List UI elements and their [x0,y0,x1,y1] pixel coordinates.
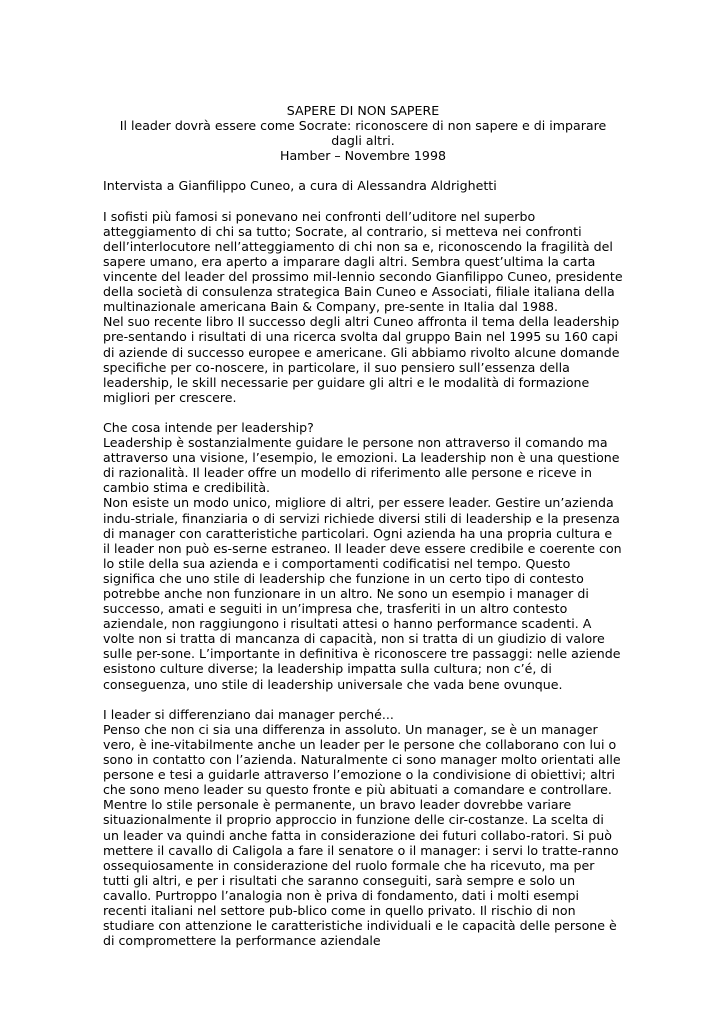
spacer [103,405,623,420]
question-heading: Che cosa intende per leadership? [103,419,314,435]
article-byline: Intervista a Gianfilippo Cuneo, a cura di Alessandra Aldrighetti [103,178,497,194]
intro-paragraph: Nel suo recente libro Il successo degli altri Cuneo affronta il tema della leadership pre-sentando i risultati di una ricerca svolta dal gruppo Bain nel 1995 su 160 capi di aziende di successo europee e americane. Gli abbiamo rivolto alcune domande specifiche per co-noscere, in particolare, il suo pensiero sull’essenza della leadership, le skill necessarie per guidare gli altri e le modalità di formazione migliori per crescere. [103,314,620,405]
question-heading: I leader si differenziano dai manager perché... [103,706,394,722]
answer-paragraph: Penso che non ci sia una differenza in assoluto. Un manager, se è un manager vero, è ine-vitabilmente anche un leader per le persone che collaborano con lui o sono in contatto con l’azienda. Naturalmente ci sono manager molto orientati alle persone e tesi a guidarle attraverso l’emozione o la condivisione di obiettivi; altri che sono meno leader su questo fronte e più abituati a comandare e controllare. Mentre lo stile personale è permanente, un bravo leader dovrebbe variare situazionalmente il proprio approccio in funzione delle cir-costanze. La scelta di un leader va quindi anche fatta in considerazione dei futuri collabo-ratori. Si può mettere il cavallo di Caligola a fare il senatore o il manager: i servi lo tratte-ranno ossequiosamente in considerazione del ruolo formale che ha ricevuto, ma per tutti gli altri, e per i risultati che saranno conseguiti, sarà sempre e solo un cavallo. Purtroppo l’analogia non è priva di fondamento, dati i molti esempi recenti italiani nel settore pub-blico come in quello privato. Il rischio di non studiare con attenzione le caratteristiche individuali e le capacità delle persone è di compromettere la performance aziendale [103,721,621,949]
spacer [103,194,623,209]
answer-paragraph: Non esiste un modo unico, migliore di altri, per essere leader. Gestire un’azienda indu-striale, finanziaria o di servizi richiede diversi stili di leadership e la presenza di manager con caratteristiche particolari. Ogni azienda ha una propria cultura e il leader non può es-serne estraneo. Il leader deve essere credibile e coerente con lo stile della sua azienda e i comportamenti codificatisi nel tempo. Questo significa che uno stile di leadership che funzione in un certo tipo di contesto potrebbe anche non funzionare in un altro. Ne sono un esempio i manager di successo, amati e seguiti in un’impresa che, trasferiti in un altro contesto aziendale, non raggiungono i risultati attesi o hanno performance scadenti. A volte non si tratta di mancanza di capacità, non si tratta di un giudizio di valore sulle per-sone. L’importante in definitiva è riconoscere tre passaggi: nelle aziende esistono culture diverse; la leadership impatta sulla cultura; non c’é, di conseguenza, uno stile di leadership universale che vada bene ovunque. [103,495,622,692]
intro-paragraph: I sofisti più famosi si ponevano nei confronti dell’uditore nel superbo atteggiamento di chi sa tutto; Socrate, al contrario, si metteva nei confronti dell’interlocutore nell’atteggiamento di chi non sa e, riconoscendo la fragilità del sapere umano, era aperto a imparare dagli altri. Sembra quest’ultima la carta vincente del leader del prossimo mil-lennio secondo Gianfilippo Cuneo, presidente della società di consulenza strategica Bain Cuneo e Associati, filiale italiana della multinazionale americana Bain & Company, pre-sente in Italia dal 1988. [103,208,623,315]
article-header [103,103,623,163]
document-page [103,103,623,948]
spacer [103,163,623,178]
answer-paragraph: Leadership è sostanzialmente guidare le persone non attraverso il comando ma attraverso una visione, l’esempio, le emozioni. La leadership non è una questione di razionalità. Il leader offre un modello di riferimento alle persone e riceve in cambio stima e credibilità. [103,435,620,496]
spacer [103,692,623,707]
article-title: SAPERE DI NON SAPERE [286,103,440,118]
article-subtitle: Il leader dovrà essere come Socrate: riconoscere di non sapere e di imparare dagli altri. [119,118,607,149]
article-source-date: Hamber – Novembre 1998 [280,148,446,164]
